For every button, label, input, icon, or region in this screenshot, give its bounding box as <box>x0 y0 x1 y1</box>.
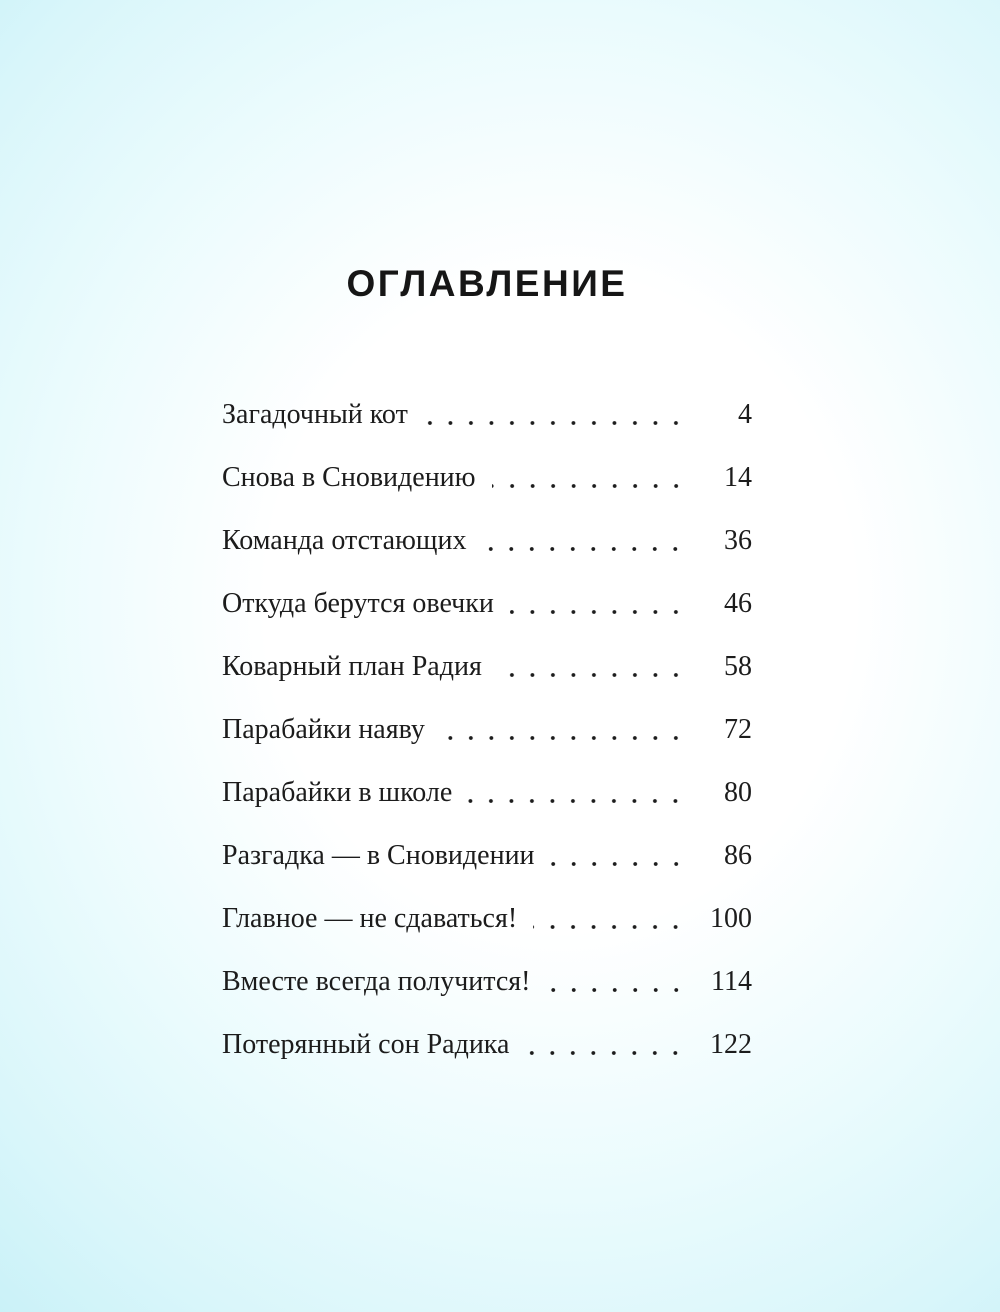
dot-leader <box>547 987 687 993</box>
page-title: ОГЛАВЛЕНИЕ <box>346 263 628 304</box>
toc-row <box>222 839 752 873</box>
toc-entry-page: 86 <box>724 840 752 871</box>
toc-entry-label: Команда отстающих <box>222 525 467 556</box>
toc-entry-label: Потерянный сон Радика <box>222 1029 510 1060</box>
toc-entry-page: 4 <box>738 399 752 430</box>
toc-entry-page: 100 <box>710 903 752 934</box>
toc-entry-label: Снова в Сновидению <box>222 462 476 493</box>
toc-row <box>222 524 752 558</box>
toc-entry-label: Вместе всегда получится! <box>222 966 531 997</box>
dot-leader <box>468 798 686 804</box>
dot-leader <box>492 483 686 489</box>
toc-row <box>222 965 752 999</box>
toc-row <box>222 650 752 684</box>
toc-page <box>222 263 752 1062</box>
toc-entry-label: Парабайки наяву <box>222 714 425 745</box>
toc-entry-page: 72 <box>724 714 752 745</box>
toc-entry-page: 46 <box>724 588 752 619</box>
toc-row <box>222 776 752 810</box>
toc-row <box>222 587 752 621</box>
dot-leader <box>533 924 686 930</box>
dot-leader <box>482 546 686 552</box>
toc-entry-label: Разгадка — в Сновидении <box>222 840 535 871</box>
toc-row <box>222 902 752 936</box>
toc-entry-label: Откуда берутся овечки <box>222 588 494 619</box>
dot-leader <box>551 861 686 867</box>
toc-row <box>222 398 752 432</box>
toc-row <box>222 461 752 495</box>
toc-entry-label: Коварный план Радия <box>222 651 482 682</box>
dot-leader <box>441 735 686 741</box>
toc-entry-page: 122 <box>710 1029 752 1060</box>
toc-entry-page: 36 <box>724 525 752 556</box>
dot-leader <box>424 420 686 426</box>
dot-leader <box>498 672 686 678</box>
toc-entry-page: 58 <box>724 651 752 682</box>
toc-entry-label: Парабайки в школе <box>222 777 453 808</box>
toc-entry-page: 114 <box>711 966 752 997</box>
toc-list <box>222 398 752 1062</box>
dot-leader <box>525 1050 686 1056</box>
toc-row <box>222 1028 752 1062</box>
dot-leader <box>510 609 686 615</box>
toc-entry-label: Загадочный кот <box>222 399 408 430</box>
toc-entry-page: 14 <box>724 462 752 493</box>
toc-entry-label: Главное — не сдаваться! <box>222 903 518 934</box>
toc-row <box>222 713 752 747</box>
toc-entry-page: 80 <box>724 777 752 808</box>
